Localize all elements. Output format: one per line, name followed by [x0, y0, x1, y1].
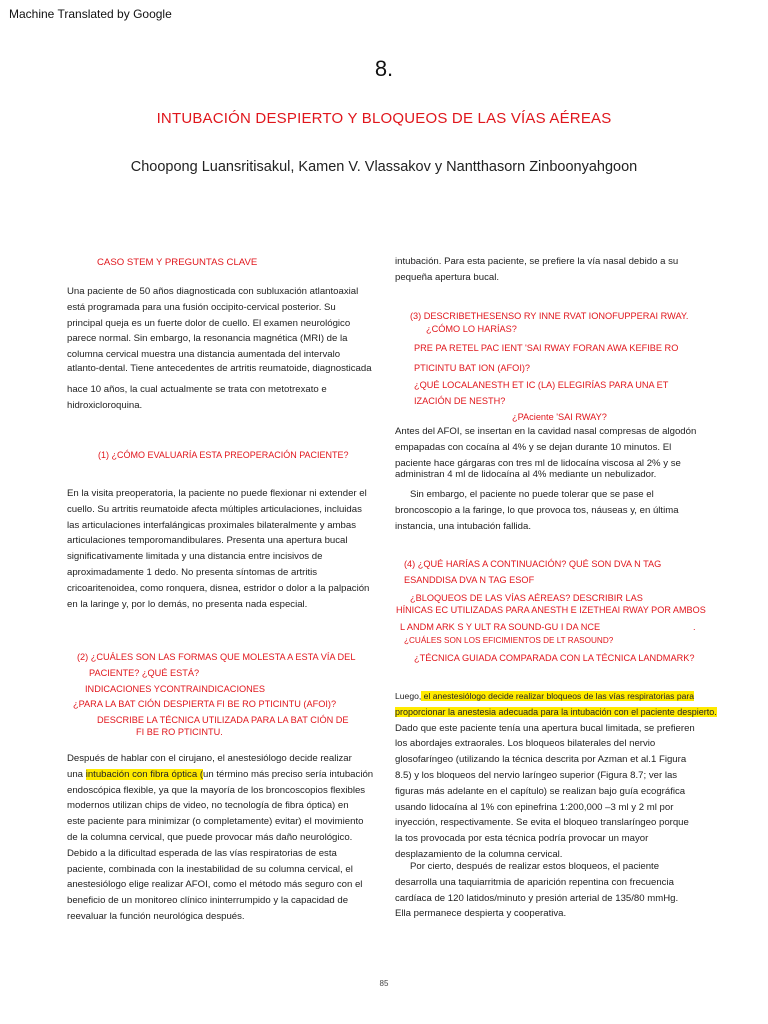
text-line: Antes del AFOI, se insertan en la cavidad nasal compresas de algodón — [395, 426, 697, 437]
text-line: administran 4 ml de lidocaína al 4% mediante un nebulizador. — [395, 469, 657, 481]
text-line: glosofaríngeo (utilizando la técnica descrita por Azman et al.1 Figura — [395, 754, 687, 766]
question-4 — [396, 557, 726, 667]
text-line: articulaciones temporomandibulares. Presenta una apertura bucal — [67, 535, 348, 547]
failed-intubation-paragraph — [395, 487, 725, 534]
text-line: aproximadamente 1 dedo. No presenta síntomas de artritis — [67, 566, 318, 578]
text-line: hace 10 años, la cual actualmente se trata con metotrexato e — [67, 383, 327, 395]
question-line: ¿PARA LA BAT CIÓN DESPIERTA FI BE RO PTICINTU (AFOI)? — [73, 699, 337, 710]
text-line: cuello. Su artritis reumatoide afecta múltiples articulaciones, incluidas — [67, 503, 362, 515]
machine-translation-banner: Machine Translated by Google — [9, 7, 172, 21]
question-line: ¿BLOQUEOS DE LAS VÍAS AÉREAS? DESCRIBIR LAS — [410, 592, 643, 603]
text-line: broncoscopio a la faringe, lo que provoca tos, náuseas y, en última — [395, 504, 679, 516]
text-line: empapadas con cocaína al 4% y se dejan durante 10 minutos. El — [395, 441, 672, 453]
chapter-authors: Choopong Luansritisakul, Kamen V. Vlassakov y Nantthasorn Zinboonyahgoon — [130, 159, 638, 175]
chapter-title: INTUBACIÓN DESPIERTO Y BLOQUEOS DE LAS VÍAS AÉREAS — [156, 110, 612, 127]
chapter-number: 8. — [374, 56, 394, 81]
text-line: Debido a la dificultad esperada de las vías respiratorias de esta — [67, 847, 337, 859]
question-3 — [410, 309, 688, 425]
intubation-continuation — [395, 254, 725, 286]
text-line: columna cervical muestra una distancia aumentada del intervalo — [67, 349, 341, 361]
text-line: endoscópica flexible, ya que la mayoría de los broncoscopios flexibles — [67, 784, 366, 796]
question-line: ¿CÓMO LO HARÍAS? — [426, 323, 517, 334]
text-line: paciente, combinada con la inestabilidad de su columna cervical, el — [67, 863, 353, 875]
question-text: L ANDM ARK S Y ULT RA SOUND-GU I DA NCE — [400, 622, 601, 633]
text-line: reevaluar la función neurológica después. — [67, 910, 245, 922]
text-line: figuras más adelante en el capítulo) se realizan bajo guía ecográfica — [395, 785, 686, 797]
text-run: un término más preciso sería intubación — [203, 768, 374, 780]
text-line: la tos provocada por esta técnica podría provocar un mayor — [395, 833, 649, 845]
text-line: En la visita preoperatoria, la paciente no puede flexionar ni extender el — [67, 488, 367, 499]
text-line: Sin embargo, el paciente no puede tolerar que se pase el — [410, 489, 654, 500]
text-line: parece normal. Sin embargo, la resonancia magnética (MRI) de la — [67, 333, 348, 345]
text-line: inyección, respectivamente. Se evita el bloqueo translaríngeo porque — [395, 817, 689, 829]
question-line: (2) ¿CUÁLES SON LAS FORMAS QUE MOLESTA A ESTA VÍA DEL — [77, 652, 356, 662]
question-line — [396, 620, 726, 636]
question-line: (4) ¿QUÉ HARÍAS A CONTINUACIÓN? QUÉ SON DVA N TAG — [404, 559, 662, 569]
text-line: instancia, una intubación fallida. — [395, 520, 532, 532]
question-line: INDICACIONES YCONTRAINDICACIONES — [85, 683, 266, 694]
text-line: paciente hace gárgaras con tres ml de lidocaína viscosa al 2% y se — [395, 457, 681, 469]
question-line: DESCRIBE LA TÉCNICA UTILIZADA PARA LA BAT CIÓN DE — [97, 715, 349, 726]
question-line: (3) DESCRIBETHESENSO RY INNE RVAT IONOFUPPERAI RWAY. — [410, 311, 689, 321]
question-line: ¿TÉCNICA GUIADA COMPARADA CON LA TÉCNICA LANDMARK? — [414, 652, 695, 663]
text-line: Una paciente de 50 años diagnosticada con subluxación atlantoaxial — [67, 286, 359, 297]
text-line: desplazamiento de la columna cervical. — [395, 848, 563, 860]
text-line: atlanto-dental. Tiene antecedentes de artritis reumatoide, diagnosticada — [67, 362, 372, 374]
text-line: está programada para una fusión occipito-cervical posterior. Su — [67, 301, 336, 313]
page-number: 85 — [379, 979, 389, 988]
text-line: los abordajes extraorales. Los bloqueos bilaterales del nervio — [395, 738, 656, 750]
question-line: ¿QUÉ LOCALANESTH ET IC (LA) ELEGIRÍAS PARA UNA ET — [414, 380, 669, 391]
text-line: pequeña apertura bucal. — [395, 271, 500, 283]
topical-anesthesia-paragraph — [395, 424, 725, 483]
text-line — [395, 705, 725, 721]
question-line: HÍNICAS EC UTILIZADAS PARA ANESTH E IZETHEAI RWAY POR AMBOS — [396, 605, 706, 616]
question-1: (1) ¿CÓMO EVALUARÍA ESTA PREOPERACIÓN PACIENTE? — [98, 450, 349, 460]
text-line: las articulaciones interfalángicas proximales bilateralmente y ambas — [67, 519, 357, 531]
case-heading: CASO STEM Y PREGUNTAS CLAVE — [97, 257, 258, 268]
text-run: una — [67, 768, 86, 780]
text-line: principal queja es un fuerte dolor de cuello. El examen neurológico — [67, 317, 351, 329]
text-line: significativamente limitada y una distancia entre incisivos de — [67, 551, 323, 563]
question-line: PRE PA RETEL PAC IENT 'SAI RWAY FORAN AWA KEFIBE RO — [414, 343, 679, 354]
text-line: de la columna cervical, que puede provocar más daño neurológico. — [67, 831, 353, 843]
question-line: FI BE RO PTICINTU. — [136, 726, 223, 737]
text-line: Por cierto, después de realizar estos bloqueos, el paciente — [410, 861, 660, 872]
text-line: modernos utilizan chips de video, no tecnología de fibra óptica) en — [67, 800, 349, 812]
airway-block-paragraph — [395, 689, 725, 863]
text-line — [395, 689, 725, 705]
evaluation-paragraph — [67, 486, 387, 612]
text-line: Después de hablar con el cirujano, el anestesiólogo decide realizar — [67, 753, 352, 764]
text-line: intubación. Para esta paciente, se prefiere la vía nasal debido a su — [395, 256, 679, 267]
text-line: beneficio de un monitoreo clínico ininterrumpido y la capacidad de — [67, 895, 349, 907]
text-line: hidroxicloroquina. — [67, 399, 143, 411]
text-line: Dado que este paciente tenía una apertura bucal limitada, se prefieren — [395, 722, 695, 734]
text-line: anestesiólogo elige realizar AFOI, como el método más seguro con el — [67, 879, 363, 891]
question-text: . — [693, 622, 696, 633]
question-line: PTICINTU BAT ION (AFOI)? — [414, 362, 531, 373]
question-line: ESANDDISA DVA N TAG ESOF — [404, 574, 535, 585]
text-line: en la laringe y, por lo demás, no presenta nada especial. — [67, 598, 308, 610]
text-line: 8.5) y los bloqueos del nervio laríngeo superior (Figura 8.7; ver las — [395, 769, 678, 781]
tachyarrhythmia-paragraph — [395, 859, 725, 922]
text-line: desarrolla una taquiarritmia de aparición repentina con frecuencia — [395, 876, 674, 888]
text-line: este paciente para minimizar (o completamente) evitar) el movimiento — [67, 816, 364, 828]
afoi-decision-paragraph — [67, 751, 392, 925]
text-line — [67, 767, 392, 783]
highlighted-text: el anestesiólogo decide realizar bloqueos de las vías respiratorias para — [421, 691, 695, 701]
question-line: IZACIÓN DE NESTH? — [414, 395, 506, 406]
text-run: Luego, — [395, 691, 422, 701]
case-paragraph — [67, 284, 387, 413]
text-line: cardíaca de 120 latidos/minuto y presión arterial de 135/80 mmHg. — [395, 892, 679, 904]
text-line: Ella permanece despierta y cooperativa. — [395, 908, 567, 920]
question-line: ¿CUÁLES SON LOS EFICIMIENTOS DE LT RASOUND? — [404, 635, 614, 645]
question-line: ¿PAciente 'SAI RWAY? — [512, 411, 607, 422]
highlighted-text: proporcionar la anestesia adecuada para la intubación con el paciente despierto. — [395, 706, 717, 717]
question-2 — [73, 650, 356, 741]
text-line: usando lidocaína al 1% con epinefrina 1:200,000 –3 ml y 2 ml por — [395, 801, 674, 813]
text-line: cricoaritenoidea, como ronquera, disnea, estridor o dolor a la palpación — [67, 582, 370, 594]
question-line: PACIENTE? ¿QUÉ ESTÁ? — [89, 667, 200, 678]
highlighted-text: intubación con fibra óptica ( — [85, 768, 204, 780]
